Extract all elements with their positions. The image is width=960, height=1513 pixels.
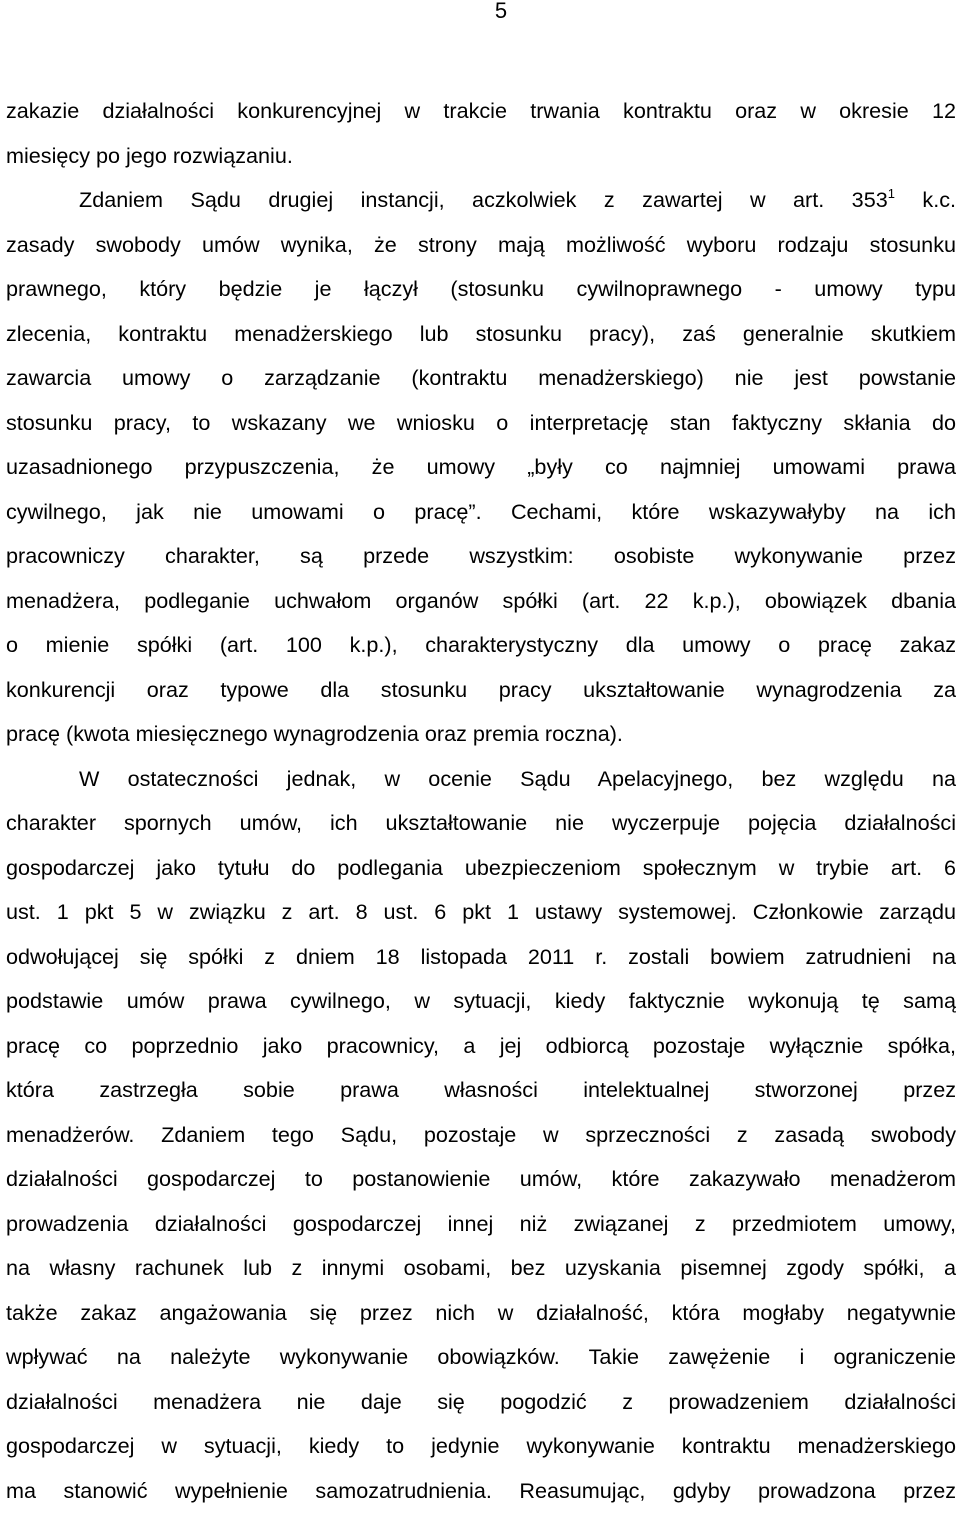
text-line: zakazie działalności konkurencyjnej w trakcie trwania kontraktu oraz w okresie 12 [6, 89, 956, 134]
text-line: także zakaz angażowania się przez nich w działalność, która mogłaby negatywnie [6, 1291, 956, 1336]
text-line: konkurencji oraz typowe dla stosunku pracy ukształtowanie wynagrodzenia za [6, 668, 956, 713]
text-line: działalności menadżera nie daje się pogodzić z prowadzeniem działalności [6, 1380, 956, 1425]
text-line: zawarcia umowy o zarządzanie (kontraktu menadżerskiego) nie jest powstanie [6, 356, 956, 401]
text-line: ma stanowić wypełnienie samozatrudnienia. Reasumując, gdyby prowadzona przez [6, 1469, 956, 1513]
text-line: odwołującej się spółki z dniem 18 listopada 2011 r. zostali bowiem zatrudnieni na [6, 935, 956, 980]
text-line: działalności gospodarczej to postanowienie umów, które zakazywało menadżerom [6, 1157, 956, 1202]
text-line: zlecenia, kontraktu menadżerskiego lub stosunku pracy), zaś generalnie skutkiem [6, 312, 956, 357]
text-line: wpływać na należyte wykonywanie obowiązków. Takie zawężenie i ograniczenie [6, 1335, 956, 1380]
text-line: menadżera, podleganie uchwałom organów spółki (art. 22 k.p.), obowiązek dbania [6, 579, 956, 624]
text-line: uzasadnionego przypuszczenia, że umowy „były co najmniej umowami prawa [6, 445, 956, 490]
text-line: charakter spornych umów, ich ukształtowanie nie wyczerpuje pojęcia działalności [6, 801, 956, 846]
text-line: która zastrzegła sobie prawa własności intelektualnej stworzonej przez [6, 1068, 956, 1113]
text-line: menadżerów. Zdaniem tego Sądu, pozostaje w sprzeczności z zasadą swobody [6, 1113, 956, 1158]
text-line: cywilnego, jak nie umowami o pracę”. Cechami, które wskazywałyby na ich [6, 490, 956, 535]
text-line: gospodarczej w sytuacji, kiedy to jedynie wykonywanie kontraktu menadżerskiego [6, 1424, 956, 1469]
text-line: stosunku pracy, to wskazany we wniosku o interpretację stan faktyczny skłania do [6, 401, 956, 446]
text-line: pracowniczy charakter, są przede wszystkim: osobiste wykonywanie przez [6, 534, 956, 579]
text-line: prawnego, który będzie je łączył (stosunku cywilnoprawnego - umowy typu [6, 267, 956, 312]
article-superscript: 1 [888, 186, 895, 201]
text-line: pracę (kwota miesięcznego wynagrodzenia oraz premia roczna). [6, 712, 956, 757]
code-abbreviation: k.c. [922, 187, 956, 212]
text-line-main: Zdaniem Sądu drugiej instancji, aczkolwiek z zawartej w art. 353 [79, 187, 888, 212]
text-line: podstawie umów prawa cywilnego, w sytuacji, kiedy faktycznie wykonują tę samą [6, 979, 956, 1024]
document-body [6, 89, 956, 1513]
text-line: W ostateczności jednak, w ocenie Sądu Apelacyjnego, bez względu na [6, 757, 956, 802]
text-line: miesięcy po jego rozwiązaniu. [6, 134, 956, 179]
text-line: na własny rachunek lub z innymi osobami, bez uzyskania pisemnej zgody spółki, a [6, 1246, 956, 1291]
text-line [6, 178, 956, 223]
text-line: pracę co poprzednio jako pracownicy, a jej odbiorcą pozostaje wyłącznie spółka, [6, 1024, 956, 1069]
text-line: o mienie spółki (art. 100 k.p.), charakterystyczny dla umowy o pracę zakaz [6, 623, 956, 668]
text-line: prowadzenia działalności gospodarczej innej niż związanej z przedmiotem umowy, [6, 1202, 956, 1247]
page-number: 5 [0, 0, 960, 22]
text-line: gospodarczej jako tytułu do podlegania ubezpieczeniom społecznym w trybie art. 6 [6, 846, 956, 891]
text-line: zasady swobody umów wynika, że strony mają możliwość wyboru rodzaju stosunku [6, 223, 956, 268]
text-line: ust. 1 pkt 5 w związku z art. 8 ust. 6 pkt 1 ustawy systemowej. Członkowie zarządu [6, 890, 956, 935]
